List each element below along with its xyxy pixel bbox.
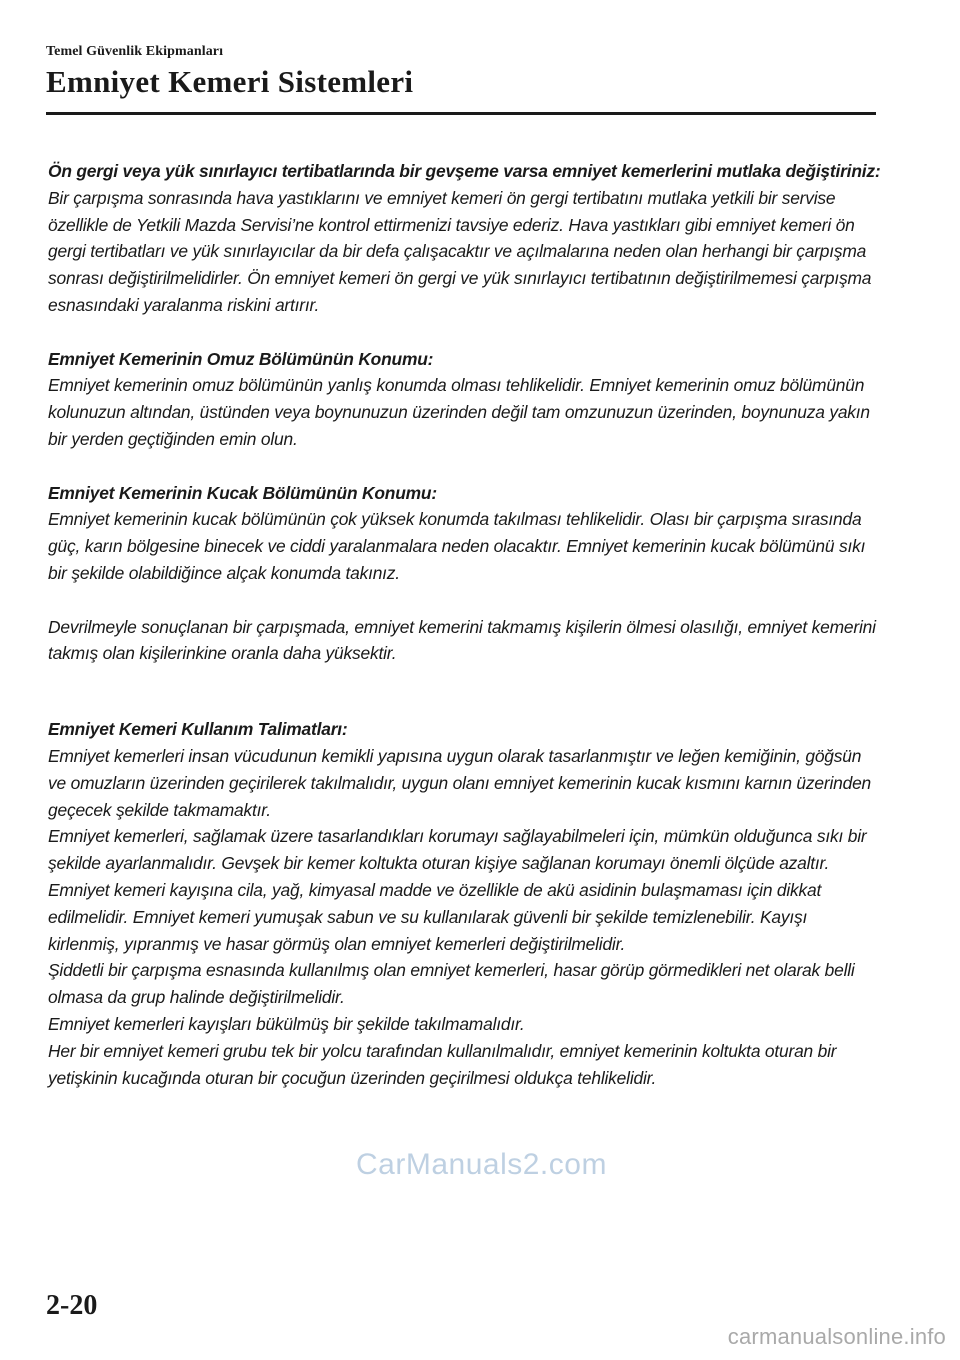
shoulder-position-text: Emniyet kemerinin omuz bölümünün yanlış konumda olması tehlikelidir. Emniyet kemerinin omuz bölümünün kolunuzun altından, üstünden veya boynunuzun üzerinden değil tam omzunuzun üzerinden, boynunuza yakın bir yerden geçtiğinden emin olun. xyxy=(48,375,870,449)
shoulder-position-heading: Emniyet Kemerinin Omuz Bölümünün Konumu: xyxy=(48,348,434,369)
usage-paragraph: Emniyet kemerleri insan vücudunun kemikli yapısına uygun olarak tasarlanmıştır ve leğen kemiğinin, göğsün ve omuzların üzerinden geçirilerek takılmalıdır, uygun olanı emniyet kemerinin kucak kısmını karnın üzerinden geçecek şekilde takmamaktır. xyxy=(48,745,872,820)
pretensioner-text: Bir çarpışma sonrasında hava yastıklarını ve emniyet kemeri ön gergi tertibatını mutlaka yetkili bir servise özellikle de Yetkili Mazda Servisi’ne kontrol ettirmenizi tavsiye ederiz. Hava yastıkları gibi emniyet kemeri ön gergi tertibatları ve yük sınırlayıcılar da bir defa çalışacaktır ve açılmalarına neden olan herhangi bir çarpışma sonrası değiştirilmelidirler. Ön emniyet kemeri ön gergi ve yük sınırlayıcı tertibatının değiştirilmemesi çarpışma esnasındaki yaralanma riskini artırır. xyxy=(48,187,872,315)
section-label: Temel Güvenlik Ekipmanları xyxy=(46,44,224,59)
page-number: 2-20 xyxy=(46,1290,98,1321)
watermark-text: CarManuals2.com xyxy=(356,1148,607,1181)
usage-instructions-section xyxy=(48,716,882,1091)
page-title: Emniyet Kemeri Sistemleri xyxy=(46,64,414,99)
title-divider xyxy=(46,112,876,115)
pretensioner-heading: Ön gergi veya yük sınırlayıcı tertibatlarında bir gevşeme varsa emniyet kemerlerini mutlaka değiştiriniz: xyxy=(48,161,881,181)
usage-paragraph: Emniyet kemerleri kayışları bükülmüş bir şekilde takılmamalıdır. xyxy=(48,1013,525,1034)
usage-paragraph: Emniyet kemerleri, sağlamak üzere tasarlandıkları korumayı sağlayabilmeleri için, mümkün olduğunca sıkı bir şekilde ayarlanmalıdır. Gevşek bir kemer koltukta oturan kişiye sağlanan korumayı önemli ölçüde azaltır. xyxy=(48,826,867,874)
usage-instructions-heading: Emniyet Kemeri Kullanım Talimatları: xyxy=(48,719,348,740)
page-header xyxy=(46,44,876,115)
usage-paragraph: Şiddetli bir çarpışma esnasında kullanılmış olan emniyet kemerleri, hasar görüp görmedikleri net olarak belli olmasa da grup halinde değiştirilmelidir. xyxy=(48,960,855,1008)
rollover-text: Devrilmeyle sonuçlanan bir çarpışmada, emniyet kemerini takmamış kişilerin ölmesi olasılığı, emniyet kemerini takmış olan kişilerinkine oranla daha yüksektir. xyxy=(48,616,876,664)
lap-position-section xyxy=(48,480,882,587)
pretensioner-replacement-section xyxy=(48,158,882,319)
shoulder-position-section xyxy=(48,346,882,453)
rollover-section xyxy=(48,614,882,668)
usage-paragraph: Emniyet kemeri kayışına cila, yağ, kimyasal madde ve özellikle de akü asidinin bulaşmaması için dikkat edilmelidir. Emniyet kemeri yumuşak sabun ve su kullanılarak güvenli bir şekilde temizlenebilir. Kayışı kirlenmiş, yıpranmış ve hasar görmüş olan emniyet kemerleri değiştirilmelidir. xyxy=(48,879,822,954)
lap-position-text: Emniyet kemerinin kucak bölümünün çok yüksek konumda takılması tehlikelidir. Olası bir çarpışma sırasında güç, karın bölgesine binecek ve ciddi yaralanmalara neden olacaktır. Emniyet kemerinin kucak bölümünü sıkı bir şekilde olabildiğince alçak konumda takınız. xyxy=(48,509,866,583)
footer-site-text: carmanualsonline.info xyxy=(727,1324,946,1349)
usage-paragraph: Her bir emniyet kemeri grubu tek bir yolcu tarafından kullanılmalıdır, emniyet kemerinin koltukta oturan bir yetişkinin kucağında oturan bir çocuğun üzerinden geçirilmesi oldukça tehlikelidir. xyxy=(48,1040,837,1088)
lap-position-heading: Emniyet Kemerinin Kucak Bölümünün Konumu: xyxy=(48,482,437,503)
warning-content xyxy=(48,158,882,1091)
